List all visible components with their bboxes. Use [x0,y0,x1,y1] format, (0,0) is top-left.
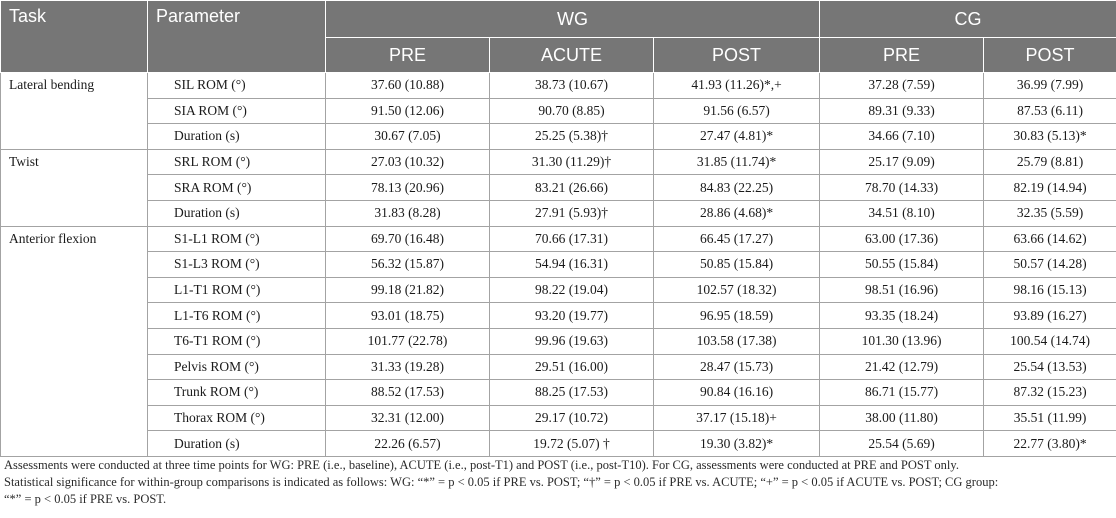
value-cell: 28.47 (15.73) [654,354,820,380]
value-cell: 91.50 (12.06) [326,98,490,124]
value-cell: 25.17 (9.09) [820,149,984,175]
value-cell: 103.58 (17.38) [654,328,820,354]
value-cell: 98.22 (19.04) [490,277,654,303]
value-cell: 66.45 (17.27) [654,226,820,252]
value-cell: 28.86 (4.68)* [654,200,820,226]
table-row [1,124,1116,150]
table-row [1,98,1116,124]
value-cell: 37.17 (15.18)+ [654,405,820,431]
value-cell: 91.56 (6.57) [654,98,820,124]
value-cell: 93.35 (18.24) [820,303,984,329]
value-cell: 41.93 (11.26)*,+ [654,73,820,99]
value-cell: 56.32 (15.87) [326,252,490,278]
value-cell: 31.85 (11.74)* [654,149,820,175]
value-cell: 29.51 (16.00) [490,354,654,380]
value-cell: 102.57 (18.32) [654,277,820,303]
value-cell: 82.19 (14.94) [984,175,1116,201]
table-row [1,328,1116,354]
value-cell: 54.94 (16.31) [490,252,654,278]
value-cell: 38.00 (11.80) [820,405,984,431]
param-cell: L1-T1 ROM (°) [148,277,326,303]
value-cell: 25.54 (13.53) [984,354,1116,380]
table-row [1,200,1116,226]
value-cell: 63.00 (17.36) [820,226,984,252]
table-row [1,226,1116,252]
param-cell: Trunk ROM (°) [148,380,326,406]
value-cell: 90.70 (8.85) [490,98,654,124]
value-cell: 27.47 (4.81)* [654,124,820,150]
table-row [1,175,1116,201]
footnote-line: Assessments were conducted at three time points for WG: PRE (i.e., baseline), ACUTE (i.e., post-T1) and POST (i.e., post-T10). For CG, assessments were conducted at PRE and POST only. [4,458,959,472]
value-cell: 101.77 (22.78) [326,328,490,354]
value-cell: 99.18 (21.82) [326,277,490,303]
value-cell: 34.66 (7.10) [820,124,984,150]
value-cell: 25.25 (5.38)† [490,124,654,150]
param-cell: SIL ROM (°) [148,73,326,99]
value-cell: 93.01 (18.75) [326,303,490,329]
param-cell: Thorax ROM (°) [148,405,326,431]
value-cell: 36.99 (7.99) [984,73,1116,99]
footnote-line: “*” = p < 0.05 if PRE vs. POST. [4,492,167,506]
value-cell: 37.60 (10.88) [326,73,490,99]
value-cell: 99.96 (19.63) [490,328,654,354]
value-cell: 96.95 (18.59) [654,303,820,329]
param-cell: L1-T6 ROM (°) [148,303,326,329]
value-cell: 90.84 (16.16) [654,380,820,406]
value-cell: 100.54 (14.74) [984,328,1116,354]
table-row [1,303,1116,329]
parameter-header: Parameter [148,1,326,73]
wg-post-header: POST [654,38,820,73]
cg-pre-header: PRE [820,38,984,73]
table-row [1,73,1116,99]
value-cell: 87.53 (6.11) [984,98,1116,124]
value-cell: 25.79 (8.81) [984,149,1116,175]
value-cell: 78.70 (14.33) [820,175,984,201]
value-cell: 70.66 (17.31) [490,226,654,252]
param-cell: S1-L1 ROM (°) [148,226,326,252]
param-cell: Duration (s) [148,431,326,457]
value-cell: 50.57 (14.28) [984,252,1116,278]
param-cell: Duration (s) [148,124,326,150]
table-footnotes [4,457,1112,508]
value-cell: 22.26 (6.57) [326,431,490,457]
value-cell: 27.03 (10.32) [326,149,490,175]
param-cell: SIA ROM (°) [148,98,326,124]
value-cell: 31.30 (11.29)† [490,149,654,175]
value-cell: 93.20 (19.77) [490,303,654,329]
value-cell: 32.35 (5.59) [984,200,1116,226]
value-cell: 37.28 (7.59) [820,73,984,99]
task-header: Task [1,1,148,73]
value-cell: 89.31 (9.33) [820,98,984,124]
value-cell: 50.55 (15.84) [820,252,984,278]
task-cell: Twist [1,149,148,226]
cg-post-header: POST [984,38,1116,73]
value-cell: 30.67 (7.05) [326,124,490,150]
value-cell: 86.71 (15.77) [820,380,984,406]
value-cell: 32.31 (12.00) [326,405,490,431]
cg-group-header: CG [820,1,1116,38]
value-cell: 50.85 (15.84) [654,252,820,278]
task-cell: Anterior flexion [1,226,148,456]
value-cell: 19.30 (3.82)* [654,431,820,457]
value-cell: 63.66 (14.62) [984,226,1116,252]
table-body [1,73,1116,457]
value-cell: 19.72 (5.07) † [490,431,654,457]
value-cell: 38.73 (10.67) [490,73,654,99]
value-cell: 78.13 (20.96) [326,175,490,201]
value-cell: 21.42 (12.79) [820,354,984,380]
value-cell: 98.16 (15.13) [984,277,1116,303]
value-cell: 22.77 (3.80)* [984,431,1116,457]
value-cell: 101.30 (13.96) [820,328,984,354]
value-cell: 31.33 (19.28) [326,354,490,380]
value-cell: 30.83 (5.13)* [984,124,1116,150]
value-cell: 27.91 (5.93)† [490,200,654,226]
value-cell: 29.17 (10.72) [490,405,654,431]
wg-group-header: WG [326,1,820,38]
table-row [1,252,1116,278]
param-cell: T6-T1 ROM (°) [148,328,326,354]
value-cell: 83.21 (26.66) [490,175,654,201]
table-row [1,149,1116,175]
param-cell: SRL ROM (°) [148,149,326,175]
table-row [1,405,1116,431]
value-cell: 69.70 (16.48) [326,226,490,252]
wg-acute-header: ACUTE [490,38,654,73]
table-row [1,431,1116,457]
value-cell: 34.51 (8.10) [820,200,984,226]
value-cell: 98.51 (16.96) [820,277,984,303]
footnote-line: Statistical significance for within-group comparisons is indicated as follows: WG: “*” = p < 0.05 if PRE vs. POST; “†” = p < 0.05 if PRE vs. ACUTE; “+” = p < 0.05 if ACUTE vs. POST; CG group: [4,475,999,489]
table-row [1,380,1116,406]
value-cell: 84.83 (22.25) [654,175,820,201]
value-cell: 31.83 (8.28) [326,200,490,226]
param-cell: Pelvis ROM (°) [148,354,326,380]
value-cell: 35.51 (11.99) [984,405,1116,431]
task-cell: Lateral bending [1,73,148,150]
param-cell: Duration (s) [148,200,326,226]
value-cell: 93.89 (16.27) [984,303,1116,329]
value-cell: 88.52 (17.53) [326,380,490,406]
value-cell: 87.32 (15.23) [984,380,1116,406]
value-cell: 25.54 (5.69) [820,431,984,457]
table-row [1,354,1116,380]
param-cell: SRA ROM (°) [148,175,326,201]
param-cell: S1-L3 ROM (°) [148,252,326,278]
value-cell: 88.25 (17.53) [490,380,654,406]
wg-pre-header: PRE [326,38,490,73]
table-row [1,277,1116,303]
